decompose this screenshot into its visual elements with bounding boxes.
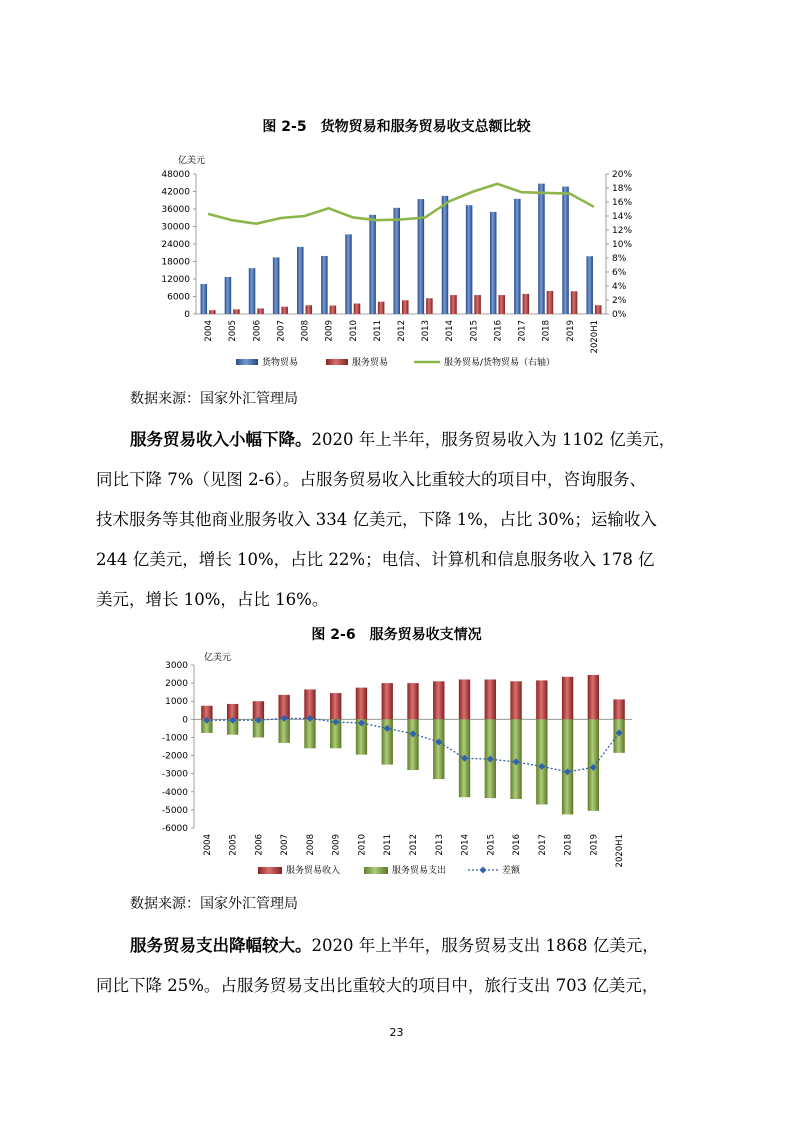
legend-swatch-income (258, 867, 282, 874)
x-tick-label: 2012 (397, 320, 407, 342)
x-tick-label: 2020H1 (589, 320, 600, 354)
bar-services-income (407, 683, 418, 719)
legend-swatch-services (326, 359, 348, 365)
legend-swatch-expenditure (364, 867, 388, 874)
x-tick-label: 2016 (493, 320, 504, 342)
y-tick-label: 42000 (161, 187, 190, 198)
bar-services-trade (257, 308, 264, 314)
y-tick-label: 18000 (161, 257, 190, 268)
bar-services-trade (233, 309, 240, 314)
bar-goods-trade (514, 199, 521, 314)
legend-label-expenditure: 服务贸易支出 (392, 866, 447, 876)
x-tick-label: 2011 (383, 834, 394, 856)
x-tick-label: 2005 (228, 320, 239, 342)
bar-goods-trade (297, 247, 304, 314)
bar-services-income (510, 681, 521, 719)
chart-services-trade-balance (150, 646, 640, 886)
y-tick-label: 24000 (161, 240, 190, 250)
figure-2-5-title: 图 2-5 货物贸易和服务贸易收支总额比较 (262, 119, 531, 135)
y2-tick-label: 6% (612, 268, 627, 278)
y-tick-label: -4000 (161, 787, 188, 798)
bar-services-trade (306, 305, 313, 314)
bar-goods-trade (562, 187, 569, 314)
bar-services-trade (378, 302, 385, 314)
y2-tick-label: 2% (612, 296, 627, 306)
y2-tick-label: 8% (612, 254, 627, 264)
bar-goods-trade (393, 208, 400, 314)
x-tick-label: 2008 (305, 834, 316, 856)
x-tick-label: 2019 (565, 320, 576, 342)
paragraph-2-lead: 服务贸易支出降幅较大。 (130, 936, 312, 955)
bar-services-income (588, 675, 599, 719)
bar-services-income (459, 679, 470, 719)
x-tick-label: 2004 (204, 320, 215, 342)
bar-services-income (613, 699, 624, 719)
bar-services-expenditure (304, 719, 315, 748)
y-tick-label: -5000 (161, 805, 188, 816)
y-tick-label: -1000 (161, 733, 188, 744)
y-tick-label: 3000 (165, 661, 188, 671)
bar-services-income (536, 680, 547, 719)
legend-label-income: 服务贸易收入 (286, 866, 341, 876)
bar-services-trade (354, 304, 361, 315)
y-tick-label: 0 (182, 715, 188, 726)
bar-goods-trade (273, 257, 280, 314)
bar-services-expenditure (536, 719, 547, 804)
x-tick-label: 2014 (460, 834, 471, 856)
bar-services-expenditure (562, 719, 573, 814)
figure-2-5-source: 数据来源：国家外汇管理局 (130, 391, 298, 407)
paragraph-1-line-3: 技术服务等其他商业服务收入 334 亿美元，下降 1%，占比 30%；运输收入 (96, 510, 657, 529)
legend-label-services: 服务贸易 (352, 358, 389, 368)
y2-tick-label: 18% (612, 184, 633, 194)
bar-services-income (433, 681, 444, 719)
paragraph-1-line-4: 244 亿美元，增长 10%，占比 22%；电信、计算机和信息服务收入 178 亿 (96, 550, 655, 569)
legend-swatch-goods (236, 359, 258, 365)
paragraph-1-lead: 服务贸易收入小幅下降。 (130, 430, 312, 449)
bar-services-trade (523, 294, 530, 314)
bar-services-trade (281, 307, 288, 314)
x-tick-label: 2015 (469, 320, 480, 342)
x-tick-label: 2010 (357, 834, 368, 856)
x-tick-label: 2006 (252, 320, 263, 342)
x-tick-label: 2013 (421, 320, 432, 342)
y-tick-label: 2000 (165, 679, 188, 690)
x-tick-label: 2011 (372, 320, 383, 342)
bar-services-trade (498, 295, 505, 314)
y-axis-unit-label: 亿美元 (204, 653, 232, 663)
figure-2-6-title: 图 2-6 服务贸易收支情况 (311, 627, 482, 643)
y-tick-label: 12000 (161, 275, 190, 285)
y2-tick-label: 0% (612, 310, 627, 320)
bar-services-income (562, 677, 573, 720)
y-tick-label: -3000 (161, 769, 188, 780)
y2-tick-label: 10% (612, 240, 633, 250)
x-tick-label: 2009 (324, 320, 335, 342)
x-tick-label: 2013 (434, 834, 445, 856)
bar-goods-trade (201, 284, 208, 314)
bar-services-trade (595, 305, 602, 314)
x-tick-label: 2009 (331, 834, 342, 856)
paragraph-1-line-1: 服务贸易收入小幅下降。2020 年上半年，服务贸易收入为 1102 亿美元， (130, 430, 676, 449)
bar-goods-trade (249, 268, 256, 314)
bar-services-income (485, 679, 496, 719)
bar-services-income (356, 688, 367, 720)
x-tick-label: 2005 (228, 834, 239, 856)
page-number: 23 (389, 1026, 404, 1039)
x-tick-label: 2007 (280, 834, 291, 856)
bar-goods-trade (586, 256, 593, 314)
y-tick-label: 36000 (161, 205, 190, 215)
x-tick-label: 2020H1 (615, 834, 626, 868)
paragraph-2-line-2: 同比下降 25%。占服务贸易支出比重较大的项目中，旅行支出 703 亿美元， (96, 976, 659, 995)
bar-goods-trade (369, 215, 376, 314)
bar-goods-trade (538, 184, 545, 314)
y-tick-label: 30000 (161, 222, 190, 233)
x-tick-label: 2017 (517, 320, 528, 342)
x-tick-label: 2018 (563, 834, 574, 856)
y-tick-label: -6000 (161, 824, 188, 834)
bar-services-income (330, 693, 341, 719)
figure-2-6-source: 数据来源：国家外汇管理局 (130, 896, 298, 912)
x-tick-label: 2006 (254, 834, 265, 856)
y-tick-label: 0 (184, 310, 190, 320)
y2-tick-label: 14% (612, 212, 633, 222)
y2-tick-label: 20% (612, 170, 633, 180)
bar-goods-trade (466, 205, 473, 314)
y-tick-label: -2000 (161, 751, 188, 762)
bar-services-trade (474, 295, 481, 314)
x-tick-label: 2014 (445, 320, 456, 342)
bar-services-trade (571, 291, 578, 314)
x-tick-label: 2015 (486, 834, 497, 856)
bar-services-expenditure (407, 719, 418, 770)
x-tick-label: 2012 (409, 834, 419, 856)
bar-services-income (253, 701, 264, 719)
y2-tick-label: 4% (612, 282, 627, 292)
y2-tick-label: 16% (612, 198, 633, 208)
y-tick-label: 6000 (167, 292, 190, 303)
x-tick-label: 2017 (537, 834, 548, 856)
line-services-goods-ratio (208, 184, 594, 224)
x-tick-label: 2008 (300, 320, 311, 342)
bar-services-trade (330, 306, 337, 314)
bar-services-expenditure (279, 719, 290, 743)
legend-label-ratio: 服务贸易/货物贸易（右轴） (444, 358, 556, 368)
bar-services-expenditure (433, 719, 444, 779)
bar-services-income (304, 689, 315, 719)
bar-goods-trade (225, 277, 232, 314)
chart-goods-vs-services-trade (150, 150, 640, 378)
bar-goods-trade (345, 234, 352, 314)
legend-marker-balance (480, 867, 487, 874)
paragraph-1-line-5: 美元，增长 10%，占比 16%。 (96, 590, 329, 609)
x-tick-label: 2010 (348, 320, 359, 342)
y2-tick-label: 12% (612, 226, 633, 236)
legend-label-goods: 货物贸易 (262, 358, 299, 368)
legend-label-balance: 差额 (502, 866, 521, 876)
paragraph-1-line-2: 同比下降 7%（见图 2-6）。占服务贸易收入比重较大的项目中，咨询服务、 (96, 470, 646, 489)
bar-services-trade (402, 300, 409, 314)
bar-goods-trade (442, 196, 449, 314)
x-tick-label: 2004 (202, 834, 213, 856)
bar-goods-trade (490, 212, 497, 314)
bar-services-income (382, 683, 393, 719)
y-axis-unit-label: 亿美元 (178, 156, 206, 166)
paragraph-2-line-1: 服务贸易支出降幅较大。2020 年上半年，服务贸易支出 1868 亿美元， (130, 936, 659, 955)
bar-services-trade (547, 291, 554, 314)
y-tick-label: 48000 (161, 170, 190, 180)
bar-services-trade (450, 295, 457, 314)
x-tick-label: 2019 (589, 834, 600, 856)
bar-services-trade (426, 298, 433, 314)
bar-services-trade (209, 310, 216, 314)
x-tick-label: 2018 (541, 320, 552, 342)
y-tick-label: 1000 (165, 697, 188, 708)
x-tick-label: 2016 (512, 834, 523, 856)
x-tick-label: 2007 (276, 320, 287, 342)
bar-goods-trade (321, 256, 328, 314)
